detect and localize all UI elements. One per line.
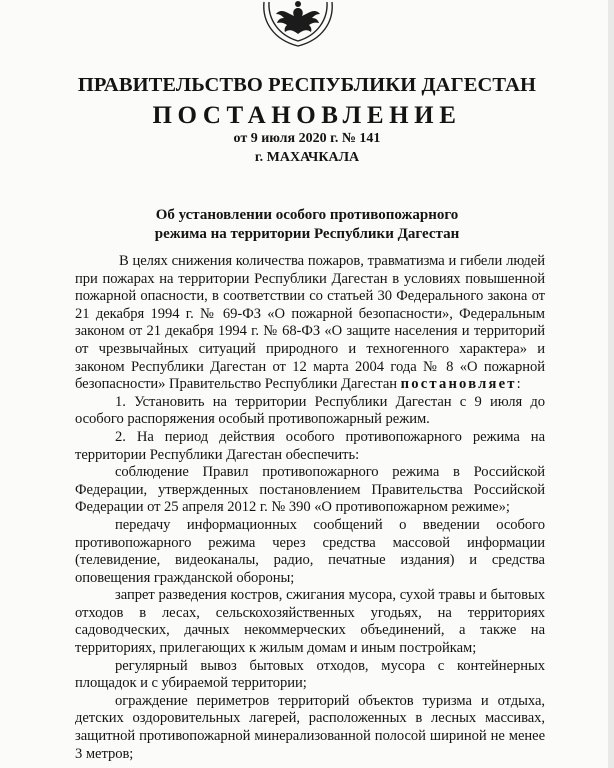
list-item: запрет разведения костров, сжигания мусора, сухой травы и бытовых отходов в лесах, сельскохозяйственных угодьях, на территориях садоводческих, дачных некоммерческих объединений, а также на территориях, прилегающих к жилым домам и иным постройкам;: [75, 587, 545, 657]
document-date-number: от 9 июля 2020 г. № 141: [233, 131, 381, 146]
government-title: ПРАВИТЕЛЬСТВО РЕСПУБЛИКИ ДАГЕСТАН: [77, 74, 537, 96]
list-item: регулярный вывоз бытовых отходов, мусора с контейнерных площадок и с убираемой территории;: [75, 657, 545, 692]
paragraph-2: 2. На период действия особого противопожарного режима на территории Республики Дагестан обеспечить:: [75, 428, 545, 463]
document-body: [75, 253, 545, 763]
preamble-text: В целях снижения количества пожаров, травматизма и гибели людей при пожарах на территории Республики Дагестан в условиях повышенной пожарной опасности, в соответствии со статьей 30 Федерального закона от 21 декабря 1994 г. № 69-ФЗ «О пожарной безопасности», Федеральным законом от 21 декабря 1994 г. № 68-ФЗ «О защите населения и территорий от чрезвычайных ситуаций природного и техногенного характера» и законом Республики Дагестан от 12 марта 2004 года № 8 «О пожарной безопасности» Правительство Республики Дагестан: [75, 253, 545, 393]
subject-line-2: режима на территории Республики Дагестан: [154, 226, 460, 242]
document-city: г. МАХАЧКАЛА: [254, 150, 360, 165]
eagle-emblem-icon: [256, 0, 340, 48]
document-type-heading: ПОСТАНОВЛЕНИЕ: [152, 102, 462, 129]
preamble-paragraph: [75, 253, 545, 394]
list-item: передачу информационных сообщений о введении особого противопожарного режима через средства массовой информации (телевидение, видеоканалы, радио, печатные издания) и средства оповещения гражданской обороны;: [75, 516, 545, 586]
resolves-word: постановляет: [400, 376, 517, 393]
list-item: ограждение периметров территорий объектов туризма и отдыха, детских оздоровительных лагерей, расположенных в лесных массивах, защитной противопожарной минерализованной полосой шириной не менее 3 метров;: [75, 692, 545, 762]
list-item: соблюдение Правил противопожарного режима в Российской Федерации, утвержденных постановлением Правительства Российской Федерации от 25 апреля 2012 г. № 390 «О противопожарном режиме»;: [75, 464, 545, 516]
paragraph-1: 1. Установить на территории Республики Дагестан с 9 июля до особого распоряжения особый противопожарный режим.: [75, 393, 545, 428]
document-subject: [0, 206, 614, 244]
resolves-colon: :: [516, 376, 521, 393]
subject-line-1: Об установлении особого противопожарного: [155, 207, 459, 223]
